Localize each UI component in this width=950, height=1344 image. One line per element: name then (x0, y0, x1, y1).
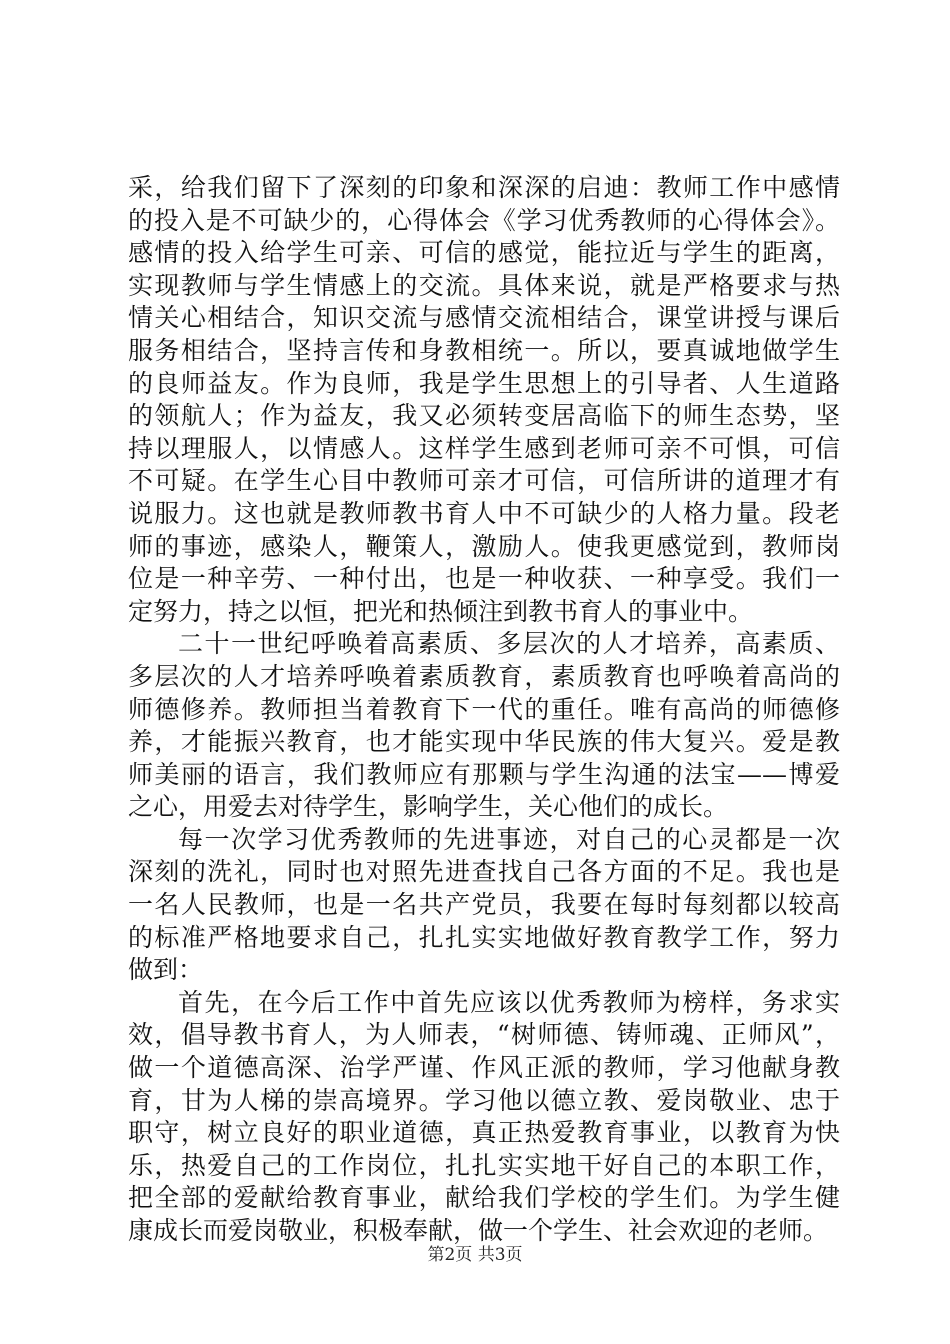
text-line: 位是一种辛劳、一种付出，也是一种收获、一种享受。我们一 (128, 564, 840, 594)
text-line: 不可疑。在学生心目中教师可亲才可信，可信所讲的道理才有 (128, 466, 840, 496)
text-line: 乐，热爱自己的工作岗位，扎扎实实地干好自己的本职工作， (128, 1150, 840, 1180)
text-line: 做一个道德高深、治学严谨、作风正派的教师，学习他献身教 (128, 1053, 840, 1083)
text-line: 职守，树立良好的职业道德，真正热爱教育事业，以教育为快 (128, 1118, 840, 1148)
text-line: 效，倡导教书育人，为人师表，“树师德、铸师魂、正师风”， (128, 1020, 840, 1050)
text-line: 的领航人；作为益友，我又必须转变居高临下的师生态势，坚 (128, 401, 840, 431)
text-line: 养，才能振兴教育，也才能实现中华民族的伟大复兴。爱是教 (128, 727, 840, 757)
text-line: 师的事迹，感染人，鞭策人，激励人。使我更感觉到，教师岗 (128, 531, 840, 561)
text-line: 感情的投入给学生可亲、可信的感觉，能拉近与学生的距离， (128, 238, 840, 268)
text-line: 的标准严格地要求自己，扎扎实实地做好教育教学工作，努力 (128, 922, 840, 952)
text-line: 师美丽的语言，我们教师应有那颗与学生沟通的法宝——博爱 (128, 759, 840, 789)
page-number-footer: 第2页 共3页 (427, 1245, 523, 1265)
text-line: 服务相结合，坚持言传和身教相统一。所以，要真诚地做学生 (128, 335, 840, 365)
text-line: 多层次的人才培养呼唤着素质教育，素质教育也呼唤着高尚的 (128, 661, 840, 691)
text-line: 采，给我们留下了深刻的印象和深深的启迪：教师工作中感情 (128, 173, 840, 202)
text-line: 的良师益友。作为良师，我是学生思想上的引导者、人生道路 (128, 368, 840, 398)
text-line: 情关心相结合，知识交流与感情交流相结合，课堂讲授与课后 (128, 303, 840, 333)
text-line: 的投入是不可缺少的，心得体会《学习优秀教师的心得体会》。 (128, 205, 840, 235)
text-line: 每一次学习优秀教师的先进事迹，对自己的心灵都是一次 (178, 824, 840, 854)
document-body (128, 172, 840, 1248)
text-line: 说服力。这也就是教师教书育人中不可缺少的人格力量。段老 (128, 498, 840, 528)
text-line: 师德修养。教师担当着教育下一代的重任。唯有高尚的师德修 (128, 694, 840, 724)
text-line: 首先，在今后工作中首先应该以优秀教师为榜样，务求实 (178, 987, 840, 1017)
text-line: 做到： (128, 955, 204, 985)
text-line: 康成长而爱岗敬业，积极奉献，做一个学生、社会欢迎的老师。 (128, 1216, 829, 1245)
text-line: 把全部的爱献给教育事业，献给我们学校的学生们。为学生健 (128, 1183, 840, 1213)
text-line: 定努力，持之以恒，把光和热倾注到教书育人的事业中。 (128, 596, 754, 626)
text-line: 一名人民教师，也是一名共产党员，我要在每时每刻都以较高 (128, 890, 840, 920)
text-line: 持以理服人，以情感人。这样学生感到老师可亲不可惧，可信 (128, 433, 840, 463)
text-line: 之心，用爱去对待学生，影响学生，关心他们的成长。 (128, 792, 729, 822)
text-line: 育，甘为人梯的崇高境界。学习他以德立教、爱岗敬业、忠于 (128, 1085, 840, 1115)
text-line: 二十一世纪呼唤着高素质、多层次的人才培养，高素质、 (178, 629, 840, 659)
text-line: 实现教师与学生情感上的交流。具体来说，就是严格要求与热 (128, 270, 840, 300)
text-line: 深刻的洗礼，同时也对照先进查找自己各方面的不足。我也是 (128, 857, 840, 887)
